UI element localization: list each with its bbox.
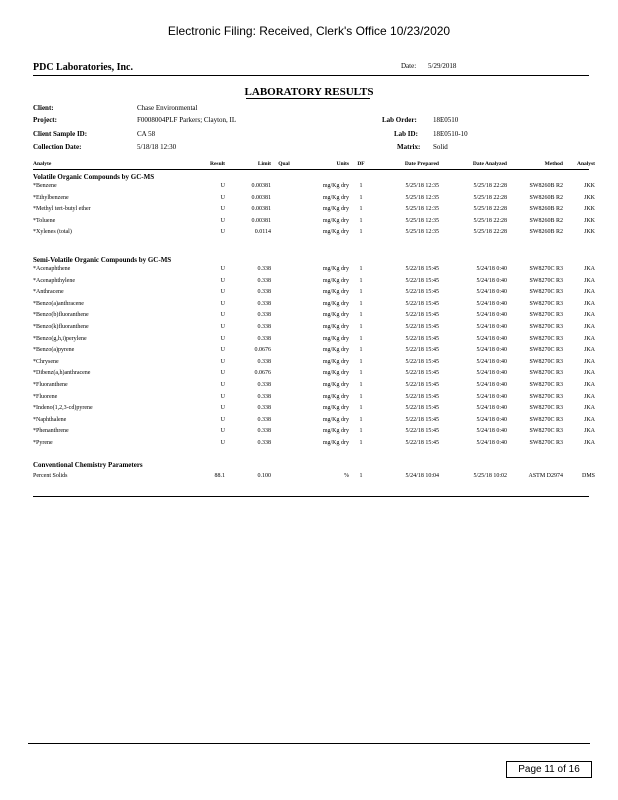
cell-date-analyzed: 5/24/18 0:40 bbox=[476, 381, 507, 388]
cell-units: % bbox=[344, 473, 349, 479]
cell-qual bbox=[271, 264, 297, 276]
cell-method: SW8270C R3 bbox=[529, 335, 563, 342]
cell-units: mg/Kg dry bbox=[322, 370, 349, 377]
collection-date-value: 5/18/18 12:30 bbox=[137, 143, 177, 151]
table-row bbox=[33, 345, 595, 357]
table-row bbox=[33, 471, 595, 483]
cell-method: SW8270C R3 bbox=[529, 439, 563, 446]
cell-date-prepared: 5/25/18 12:35 bbox=[405, 194, 439, 201]
cell-limit: 0.0114 bbox=[254, 229, 271, 236]
lab-id-label: Lab ID: bbox=[394, 130, 418, 138]
cell-df: 1 bbox=[359, 229, 363, 236]
report-title: LABORATORY RESULTS bbox=[244, 86, 374, 98]
cell-units: mg/Kg dry bbox=[322, 300, 349, 307]
cell-method: SW8260B R2 bbox=[529, 206, 563, 213]
cell-limit: 0.0676 bbox=[254, 370, 271, 377]
cell-df: 1 bbox=[359, 206, 363, 213]
cell-date-prepared: 5/25/18 12:35 bbox=[405, 217, 439, 224]
cell-method: SW8270C R3 bbox=[529, 312, 563, 319]
table-row bbox=[33, 438, 595, 450]
report-date-label: Date: bbox=[401, 62, 417, 70]
cell-limit: 0.338 bbox=[257, 323, 271, 330]
cell-analyst: JKA bbox=[583, 347, 595, 354]
col-units: Units bbox=[336, 161, 349, 167]
cell-analyte: *Naphthalene bbox=[33, 416, 67, 423]
cell-method: SW8270C R3 bbox=[529, 289, 563, 296]
cell-qual bbox=[271, 299, 297, 311]
cell-method: SW8270C R3 bbox=[529, 266, 563, 272]
table-row bbox=[33, 299, 595, 311]
cell-date-prepared: 5/22/18 15:45 bbox=[405, 289, 439, 296]
cell-qual bbox=[271, 322, 297, 334]
lab-order-label: Lab Order: bbox=[382, 116, 417, 124]
cell-df: 1 bbox=[359, 335, 363, 342]
cell-qual bbox=[271, 181, 297, 193]
cell-qual bbox=[271, 287, 297, 299]
voc-results-table bbox=[33, 181, 595, 239]
cell-units: mg/Kg dry bbox=[322, 381, 349, 388]
table-row bbox=[33, 368, 595, 380]
cell-date-prepared: 5/22/18 15:45 bbox=[405, 416, 439, 423]
cell-date-prepared: 5/22/18 15:45 bbox=[405, 393, 439, 400]
cell-method: SW8260B R2 bbox=[529, 183, 563, 189]
electronic-filing-stamp: Electronic Filing: Received, Clerk's Office 10/23/2020 bbox=[167, 24, 451, 38]
cell-analyte: *Anthracene bbox=[33, 289, 64, 296]
table-row bbox=[33, 322, 595, 334]
cell-result: U bbox=[220, 266, 225, 272]
cell-units: mg/Kg dry bbox=[322, 358, 349, 365]
table-row bbox=[33, 403, 595, 415]
cell-analyst: JKA bbox=[583, 277, 595, 284]
cell-units: mg/Kg dry bbox=[322, 428, 349, 435]
cell-date-prepared: 5/22/18 15:45 bbox=[405, 358, 439, 365]
header-rule bbox=[33, 75, 589, 76]
cell-date-analyzed: 5/25/18 22:28 bbox=[473, 229, 507, 236]
cell-df: 1 bbox=[359, 347, 363, 354]
cell-date-analyzed: 5/24/18 0:40 bbox=[476, 335, 507, 342]
cell-units: mg/Kg dry bbox=[322, 347, 349, 354]
cell-qual bbox=[271, 357, 297, 369]
cell-analyte: *Benzo(b)fluoranthene bbox=[33, 312, 89, 319]
cell-analyte: *Fluorene bbox=[33, 393, 58, 400]
page-number: Page 11 of 16 bbox=[506, 761, 592, 778]
cell-units: mg/Kg dry bbox=[322, 206, 349, 213]
cell-qual bbox=[271, 392, 297, 404]
cell-result: U bbox=[220, 183, 225, 189]
cell-method: SW8260B R2 bbox=[529, 194, 563, 201]
cell-units: mg/Kg dry bbox=[322, 439, 349, 446]
cell-analyte: *Pyrene bbox=[33, 439, 53, 446]
cell-units: mg/Kg dry bbox=[322, 312, 349, 319]
cell-qual bbox=[271, 345, 297, 357]
cell-qual bbox=[271, 193, 297, 205]
cell-method: SW8270C R3 bbox=[529, 428, 563, 435]
cell-analyte: *Benzo(g,h,i)perylene bbox=[33, 335, 87, 342]
cell-df: 1 bbox=[359, 183, 363, 189]
cell-limit: 0.338 bbox=[257, 381, 271, 388]
cell-df: 1 bbox=[359, 473, 363, 479]
cell-date-prepared: 5/22/18 15:45 bbox=[405, 323, 439, 330]
cell-units: mg/Kg dry bbox=[322, 183, 349, 189]
table-row bbox=[33, 204, 595, 216]
cell-date-analyzed: 5/24/18 0:40 bbox=[476, 439, 507, 446]
cell-analyte: *Acenaphthylene bbox=[33, 277, 75, 284]
cell-method: SW8270C R3 bbox=[529, 405, 563, 412]
results-end-rule bbox=[33, 496, 589, 497]
project-label: Project: bbox=[33, 116, 57, 124]
results-column-header bbox=[33, 161, 595, 167]
cell-qual bbox=[271, 415, 297, 427]
cell-analyte: *Ethylbenzene bbox=[33, 194, 69, 201]
lab-order-value: 18E0510 bbox=[433, 116, 459, 124]
cell-df: 1 bbox=[359, 194, 363, 201]
cell-date-prepared: 5/25/18 12:35 bbox=[405, 229, 439, 236]
cell-date-prepared: 5/22/18 15:45 bbox=[405, 266, 439, 272]
cell-limit: 0.00381 bbox=[251, 217, 271, 224]
cell-result: U bbox=[220, 300, 225, 307]
cell-limit: 0.338 bbox=[257, 405, 271, 412]
client-sample-id-label: Client Sample ID: bbox=[33, 130, 88, 138]
cell-analyst: JKK bbox=[583, 229, 595, 236]
cell-analyst: JKK bbox=[583, 194, 595, 201]
cell-method: SW8270C R3 bbox=[529, 358, 563, 365]
cell-analyte: *Chrysene bbox=[33, 358, 59, 365]
table-row bbox=[33, 415, 595, 427]
cell-date-analyzed: 5/24/18 0:40 bbox=[476, 405, 507, 412]
cell-df: 1 bbox=[359, 277, 363, 284]
cell-df: 1 bbox=[359, 217, 363, 224]
svoc-section-heading: Semi-Volatile Organic Compounds by GC-MS bbox=[33, 256, 172, 264]
conventional-section-heading: Conventional Chemistry Parameters bbox=[33, 461, 143, 469]
footer-rule bbox=[28, 743, 590, 744]
cell-date-analyzed: 5/24/18 0:40 bbox=[476, 289, 507, 296]
cell-date-prepared: 5/22/18 15:45 bbox=[405, 312, 439, 319]
cell-analyst: JKK bbox=[583, 183, 595, 189]
cell-units: mg/Kg dry bbox=[322, 229, 349, 236]
table-row bbox=[33, 181, 595, 193]
col-result: Result bbox=[210, 161, 225, 167]
col-limit: Limit bbox=[257, 161, 271, 167]
matrix-value: Solid bbox=[433, 143, 448, 151]
cell-date-analyzed: 5/25/18 22:28 bbox=[473, 183, 507, 189]
table-row bbox=[33, 426, 595, 438]
cell-units: mg/Kg dry bbox=[322, 194, 349, 201]
cell-date-prepared: 5/22/18 15:45 bbox=[405, 381, 439, 388]
cell-result: U bbox=[220, 347, 225, 354]
cell-units: mg/Kg dry bbox=[322, 323, 349, 330]
cell-date-prepared: 5/22/18 15:45 bbox=[405, 347, 439, 354]
cell-date-analyzed: 5/24/18 0:40 bbox=[476, 312, 507, 319]
cell-result: U bbox=[220, 323, 225, 330]
cell-date-analyzed: 5/24/18 0:40 bbox=[476, 300, 507, 307]
cell-date-analyzed: 5/25/18 22:28 bbox=[473, 217, 507, 224]
client-label: Client: bbox=[33, 104, 54, 112]
cell-date-analyzed: 5/24/18 0:40 bbox=[476, 428, 507, 435]
cell-method: SW8270C R3 bbox=[529, 300, 563, 307]
cell-date-prepared: 5/22/18 15:45 bbox=[405, 405, 439, 412]
cell-date-prepared: 5/25/18 12:35 bbox=[405, 206, 439, 213]
cell-qual bbox=[271, 227, 297, 239]
column-header-rule bbox=[33, 169, 589, 170]
cell-df: 1 bbox=[359, 393, 363, 400]
table-row bbox=[33, 227, 595, 239]
cell-method: ASTM D2974 bbox=[528, 473, 563, 479]
cell-result: U bbox=[220, 370, 225, 377]
cell-df: 1 bbox=[359, 405, 363, 412]
cell-df: 1 bbox=[359, 300, 363, 307]
cell-result: U bbox=[220, 381, 225, 388]
cell-date-prepared: 5/22/18 15:45 bbox=[405, 335, 439, 342]
cell-method: SW8270C R3 bbox=[529, 347, 563, 354]
cell-analyst: JKK bbox=[583, 217, 595, 224]
cell-method: SW8260B R2 bbox=[529, 229, 563, 236]
cell-qual bbox=[271, 471, 297, 483]
cell-date-analyzed: 5/25/18 22:28 bbox=[473, 194, 507, 201]
matrix-label: Matrix: bbox=[397, 143, 421, 151]
cell-units: mg/Kg dry bbox=[322, 393, 349, 400]
cell-method: SW8270C R3 bbox=[529, 393, 563, 400]
cell-df: 1 bbox=[359, 416, 363, 423]
cell-analyte: *Benzene bbox=[33, 183, 57, 189]
cell-df: 1 bbox=[359, 289, 363, 296]
cell-qual bbox=[271, 276, 297, 288]
cell-df: 1 bbox=[359, 266, 363, 272]
cell-analyst: JKA bbox=[583, 416, 595, 423]
cell-limit: 0.338 bbox=[257, 289, 271, 296]
cell-units: mg/Kg dry bbox=[322, 405, 349, 412]
cell-date-prepared: 5/22/18 15:45 bbox=[405, 439, 439, 446]
cell-df: 1 bbox=[359, 323, 363, 330]
title-underline bbox=[246, 98, 370, 99]
table-row bbox=[33, 357, 595, 369]
cell-analyst: JKA bbox=[583, 289, 595, 296]
cell-limit: 0.338 bbox=[257, 428, 271, 435]
project-value: F0008004PLF Parkers; Clayton, IL bbox=[137, 116, 237, 124]
cell-analyte: *Benzo(a)pyrene bbox=[33, 347, 75, 354]
col-method: Method bbox=[544, 161, 563, 167]
cell-result: U bbox=[220, 439, 225, 446]
col-df: DF bbox=[357, 161, 365, 167]
cell-df: 1 bbox=[359, 312, 363, 319]
cell-result: U bbox=[220, 194, 225, 201]
cell-df: 1 bbox=[359, 439, 363, 446]
cell-method: SW8270C R3 bbox=[529, 416, 563, 423]
cell-limit: 0.338 bbox=[257, 312, 271, 319]
cell-qual bbox=[271, 204, 297, 216]
cell-date-prepared: 5/22/18 15:45 bbox=[405, 300, 439, 307]
cell-date-analyzed: 5/24/18 0:40 bbox=[476, 323, 507, 330]
table-row bbox=[33, 392, 595, 404]
cell-analyst: JKA bbox=[583, 266, 595, 272]
cell-units: mg/Kg dry bbox=[322, 217, 349, 224]
cell-limit: 0.338 bbox=[257, 335, 271, 342]
cell-limit: 0.338 bbox=[257, 277, 271, 284]
cell-result: U bbox=[220, 217, 225, 224]
cell-limit: 0.00381 bbox=[251, 183, 271, 189]
cell-date-analyzed: 5/24/18 0:40 bbox=[476, 416, 507, 423]
cell-analyst: JKA bbox=[583, 335, 595, 342]
cell-analyst: JKA bbox=[583, 405, 595, 412]
cell-date-prepared: 5/22/18 15:45 bbox=[405, 428, 439, 435]
cell-qual bbox=[271, 380, 297, 392]
cell-date-analyzed: 5/24/18 0:40 bbox=[476, 393, 507, 400]
table-row bbox=[33, 276, 595, 288]
cell-units: mg/Kg dry bbox=[322, 266, 349, 272]
cell-analyte: Percent Solids bbox=[33, 473, 68, 479]
cell-result: U bbox=[220, 312, 225, 319]
cell-qual bbox=[271, 403, 297, 415]
cell-method: SW8260B R2 bbox=[529, 217, 563, 224]
cell-method: SW8270C R3 bbox=[529, 370, 563, 377]
cell-df: 1 bbox=[359, 370, 363, 377]
cell-result: U bbox=[220, 289, 225, 296]
cell-result: U bbox=[220, 405, 225, 412]
collection-date-label: Collection Date: bbox=[33, 143, 82, 151]
cell-analyst: JKA bbox=[583, 323, 595, 330]
cell-result: U bbox=[220, 358, 225, 365]
table-row bbox=[33, 264, 595, 276]
cell-analyst: JKA bbox=[583, 428, 595, 435]
cell-date-analyzed: 5/24/18 0:40 bbox=[476, 347, 507, 354]
cell-analyte: *Acenaphthene bbox=[33, 266, 71, 272]
cell-qual bbox=[271, 368, 297, 380]
cell-analyte: *Dibenz(a,h)anthracene bbox=[33, 370, 91, 377]
cell-limit: 0.100 bbox=[257, 473, 271, 479]
cell-analyst: DMS bbox=[581, 473, 595, 479]
table-row bbox=[33, 216, 595, 228]
cell-analyte: *Toluene bbox=[33, 217, 56, 224]
cell-qual bbox=[271, 426, 297, 438]
cell-analyst: JKA bbox=[583, 370, 595, 377]
col-qual: Qual bbox=[278, 161, 290, 167]
table-row bbox=[33, 334, 595, 346]
cell-method: SW8270C R3 bbox=[529, 381, 563, 388]
cell-df: 1 bbox=[359, 428, 363, 435]
cell-limit: 0.00381 bbox=[251, 206, 271, 213]
cell-limit: 0.338 bbox=[257, 266, 271, 272]
cell-limit: 0.00381 bbox=[251, 194, 271, 201]
cell-date-analyzed: 5/24/18 0:40 bbox=[476, 277, 507, 284]
cell-date-prepared: 5/22/18 15:45 bbox=[405, 277, 439, 284]
col-date-prepared: Date Prepared bbox=[404, 161, 439, 167]
col-date-analyzed: Date Analyzed bbox=[472, 161, 507, 167]
cell-date-analyzed: 5/25/18 22:28 bbox=[473, 206, 507, 213]
col-analyte: Analyte bbox=[33, 161, 52, 167]
cell-units: mg/Kg dry bbox=[322, 335, 349, 342]
cell-date-prepared: 5/22/18 15:45 bbox=[405, 370, 439, 377]
cell-limit: 0.338 bbox=[257, 416, 271, 423]
cell-result: U bbox=[220, 428, 225, 435]
cell-date-analyzed: 5/24/18 0:40 bbox=[476, 370, 507, 377]
client-sample-id-value: CA 58 bbox=[137, 130, 156, 138]
report-date-value: 5/29/2018 bbox=[428, 62, 457, 70]
cell-method: SW8270C R3 bbox=[529, 277, 563, 284]
cell-qual bbox=[271, 334, 297, 346]
cell-result: 88.1 bbox=[214, 473, 225, 479]
cell-analyte: *Fluoranthene bbox=[33, 381, 68, 388]
cell-analyte: *Benzo(k)fluoranthene bbox=[33, 323, 89, 330]
cell-result: U bbox=[220, 393, 225, 400]
table-row bbox=[33, 310, 595, 322]
company-name: PDC Laboratories, Inc. bbox=[33, 62, 133, 73]
client-value: Chase Environmental bbox=[137, 104, 198, 112]
cell-limit: 0.338 bbox=[257, 300, 271, 307]
cell-limit: 0.338 bbox=[257, 393, 271, 400]
cell-analyst: JKA bbox=[583, 381, 595, 388]
cell-result: U bbox=[220, 229, 225, 236]
table-row bbox=[33, 287, 595, 299]
cell-analyte: *Phenanthrene bbox=[33, 428, 69, 435]
cell-result: U bbox=[220, 277, 225, 284]
cell-analyst: JKK bbox=[583, 206, 595, 213]
cell-limit: 0.338 bbox=[257, 439, 271, 446]
voc-section-heading: Volatile Organic Compounds by GC-MS bbox=[33, 173, 155, 181]
cell-units: mg/Kg dry bbox=[322, 416, 349, 423]
cell-qual bbox=[271, 438, 297, 450]
svoc-results-table bbox=[33, 264, 595, 450]
cell-date-prepared: 5/25/18 12:35 bbox=[405, 183, 439, 189]
cell-analyte: *Xylenes (total) bbox=[33, 229, 72, 236]
cell-date-prepared: 5/24/18 10:04 bbox=[405, 473, 439, 479]
cell-method: SW8270C R3 bbox=[529, 323, 563, 330]
cell-analyte: *Indeno(1,2,3-cd)pyrene bbox=[33, 405, 93, 412]
table-row bbox=[33, 193, 595, 205]
cell-limit: 0.0676 bbox=[254, 347, 271, 354]
cell-date-analyzed: 5/24/18 0:40 bbox=[476, 266, 507, 272]
cell-limit: 0.338 bbox=[257, 358, 271, 365]
cell-df: 1 bbox=[359, 358, 363, 365]
cell-date-analyzed: 5/24/18 0:40 bbox=[476, 358, 507, 365]
cell-result: U bbox=[220, 335, 225, 342]
conventional-results-table bbox=[33, 471, 595, 483]
lab-id-value: 18E0510-10 bbox=[433, 130, 468, 138]
cell-qual bbox=[271, 216, 297, 228]
cell-analyst: JKA bbox=[583, 393, 595, 400]
cell-qual bbox=[271, 310, 297, 322]
cell-analyst: JKA bbox=[583, 439, 595, 446]
cell-units: mg/Kg dry bbox=[322, 289, 349, 296]
cell-result: U bbox=[220, 416, 225, 423]
col-analyst: Analyst bbox=[576, 161, 595, 167]
cell-analyte: *Benzo(a)anthracene bbox=[33, 300, 84, 307]
cell-date-analyzed: 5/25/18 10:02 bbox=[473, 473, 507, 479]
cell-df: 1 bbox=[359, 381, 363, 388]
cell-analyte: *Methyl tert-butyl ether bbox=[33, 206, 91, 213]
cell-analyst: JKA bbox=[583, 300, 595, 307]
cell-analyst: JKA bbox=[583, 312, 595, 319]
cell-result: U bbox=[220, 206, 225, 213]
cell-analyst: JKA bbox=[583, 358, 595, 365]
cell-units: mg/Kg dry bbox=[322, 277, 349, 284]
table-row bbox=[33, 380, 595, 392]
